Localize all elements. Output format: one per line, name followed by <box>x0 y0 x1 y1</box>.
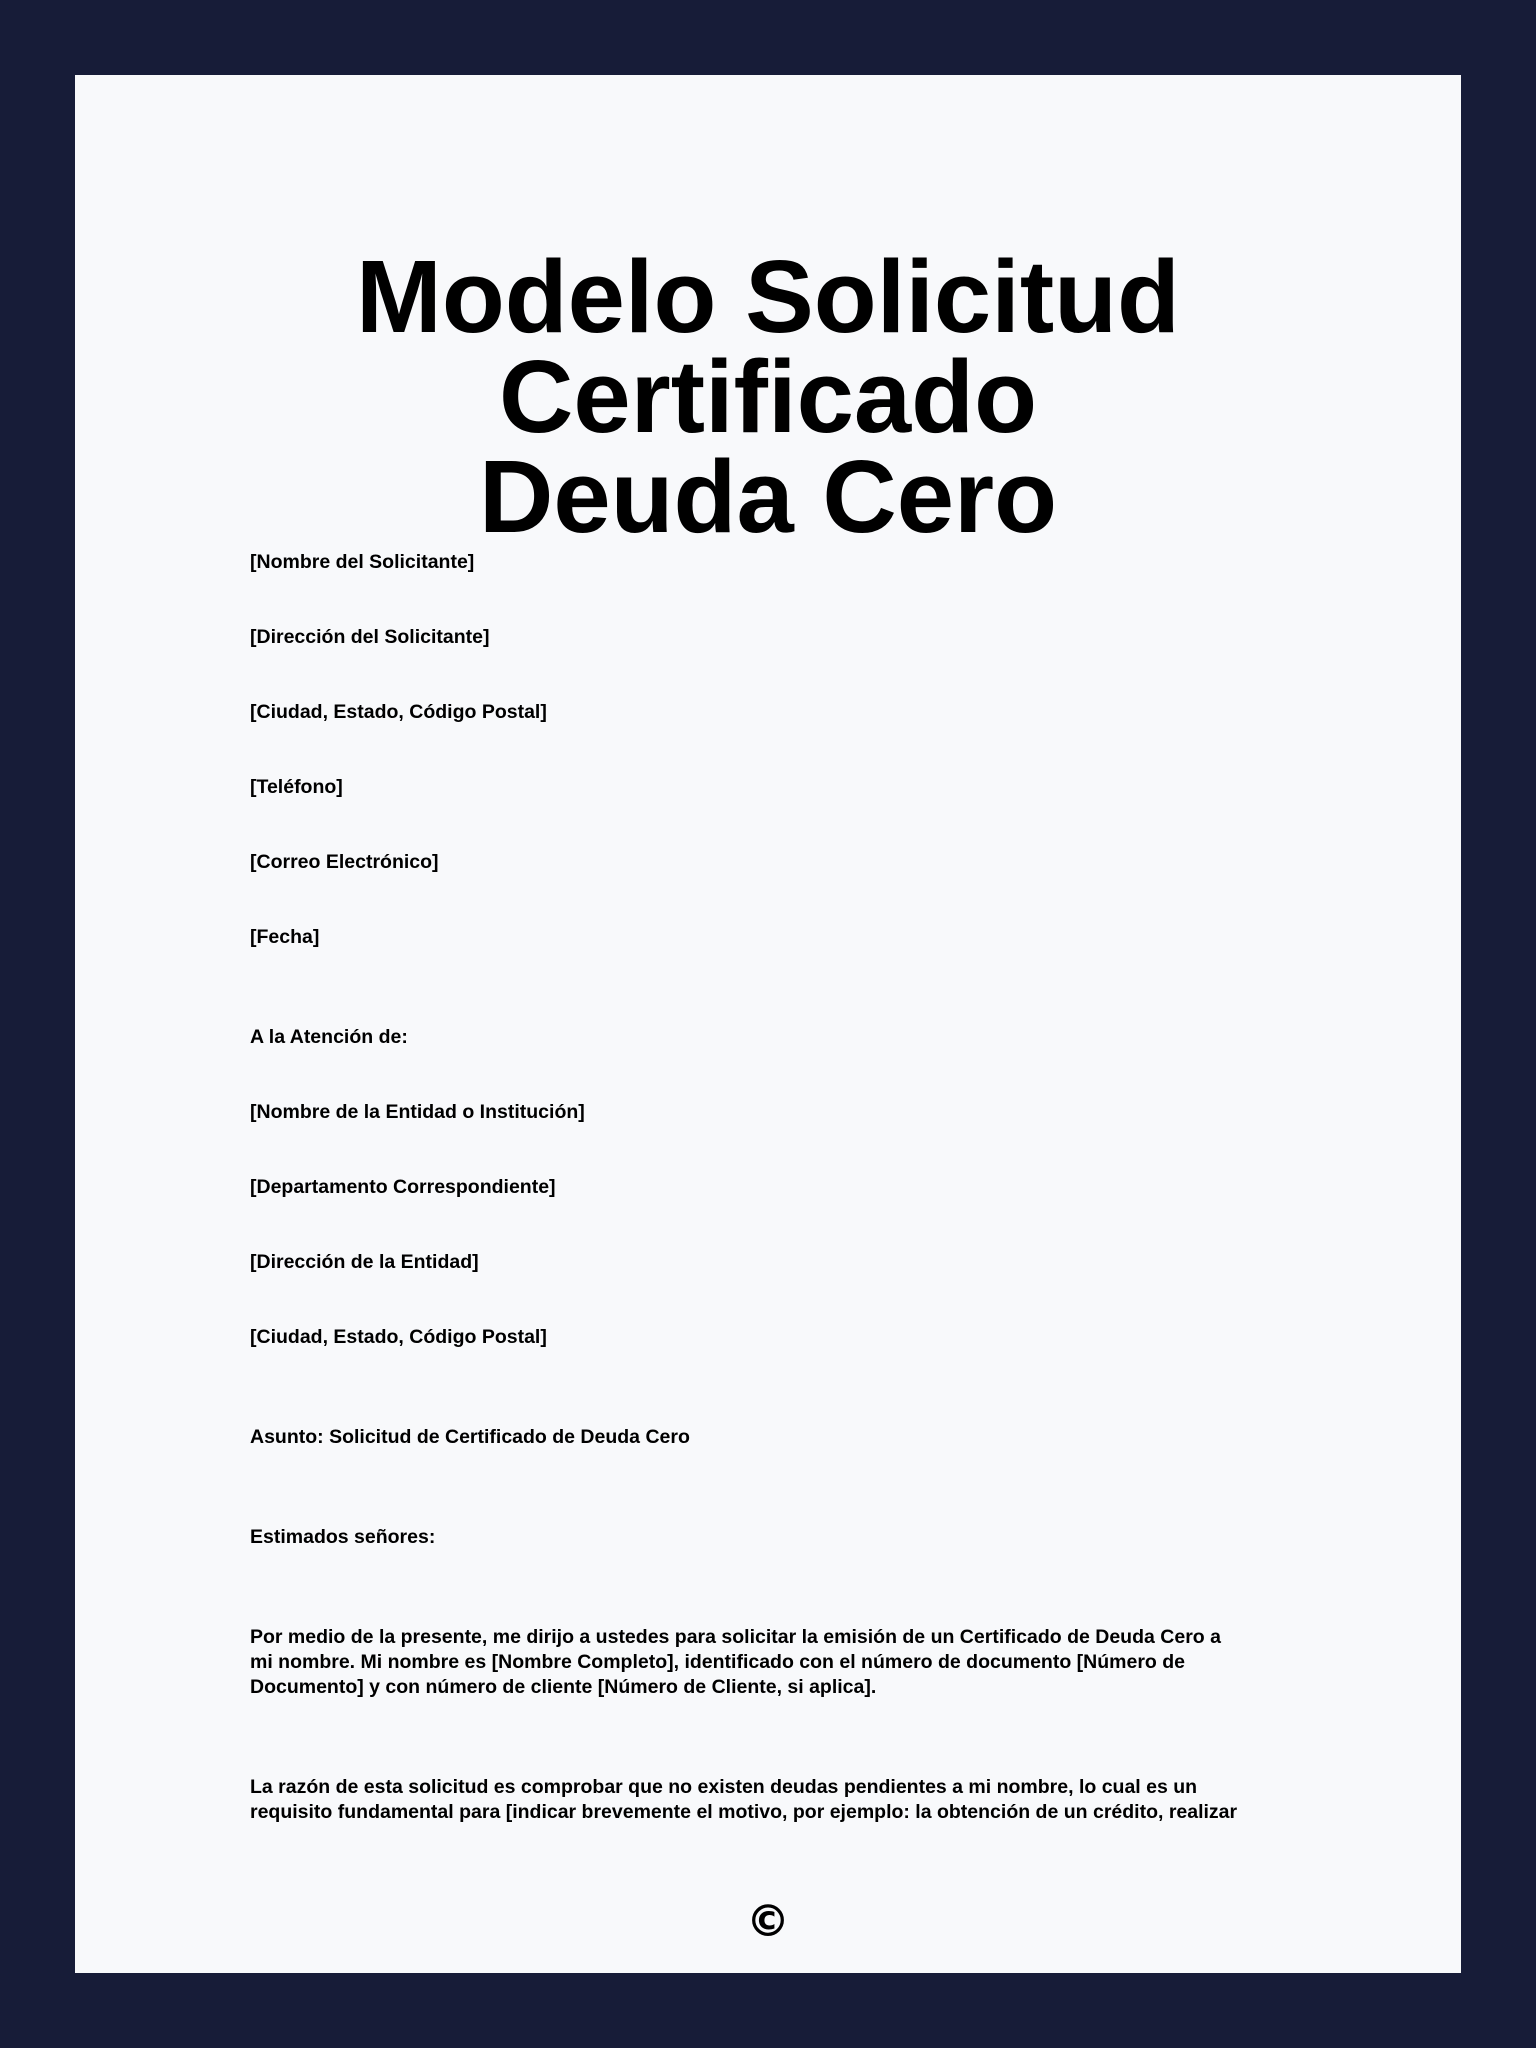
paragraph-1-line-2: mi nombre. Mi nombre es [Nombre Completo], identificado con el número de documento [Número de <box>250 1651 1186 1673</box>
title-line-1: Modelo Solicitud Certificado <box>356 239 1180 454</box>
sender-name: [Nombre del Solicitante] <box>250 551 475 573</box>
recipient-entity: [Nombre de la Entidad o Institución] <box>250 1101 585 1123</box>
recipient-city: [Ciudad, Estado, Código Postal] <box>250 1326 547 1348</box>
recipient-attention: A la Atención de: <box>250 1026 408 1048</box>
copyright-icon: © <box>746 1896 790 1947</box>
sender-city: [Ciudad, Estado, Código Postal] <box>250 701 547 723</box>
sender-email: [Correo Electrónico] <box>250 851 439 873</box>
sender-date: [Fecha] <box>250 926 320 948</box>
greeting: Estimados señores: <box>250 1526 436 1548</box>
paragraph-2-line-1: La razón de esta solicitud es comprobar que no existen deudas pendientes a mi nombre, lo cual es un <box>250 1776 1198 1798</box>
paragraph-1 <box>250 1625 1310 1700</box>
recipient-department: [Departamento Correspondiente] <box>250 1176 556 1198</box>
recipient-address: [Dirección de la Entidad] <box>250 1251 479 1273</box>
title-line-2: Deuda Cero <box>478 439 1058 554</box>
paragraph-1-line-3: Documento] y con número de cliente [Número de Cliente, si aplica]. <box>250 1676 877 1698</box>
paragraph-1-line-1: Por medio de la presente, me dirijo a ustedes para solicitar la emisión de un Certificado de Deuda Cero a <box>250 1626 1221 1648</box>
subject-line: Asunto: Solicitud de Certificado de Deuda Cero <box>250 1426 690 1448</box>
document-title <box>75 239 1461 554</box>
paragraph-2 <box>250 1775 1310 1825</box>
sender-phone: [Teléfono] <box>250 776 343 798</box>
paragraph-2-line-2: requisito fundamental para [indicar brevemente el motivo, por ejemplo: la obtención de un crédito, realizar <box>250 1801 1238 1823</box>
sender-address: [Dirección del Solicitante] <box>250 626 490 648</box>
document-page <box>75 75 1461 1973</box>
